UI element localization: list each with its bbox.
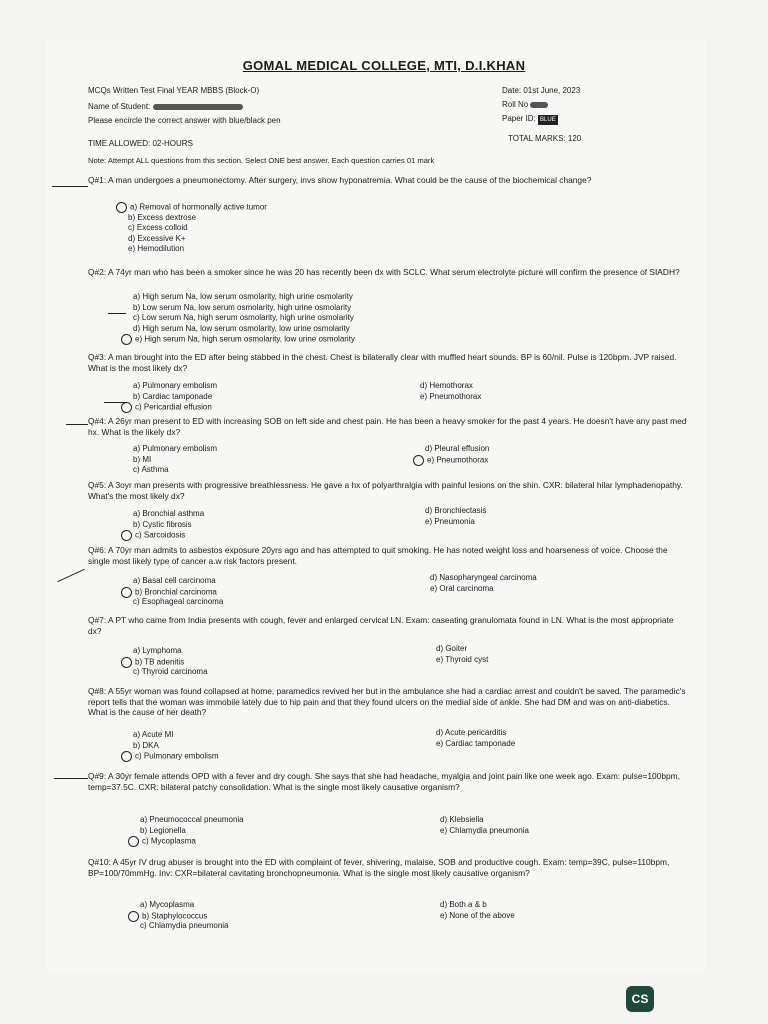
option[interactable]: e) Pneumothorax — [420, 391, 482, 401]
question-8: Q#8: A 55yr woman was found collapsed at home, paramedics revived her but in the ambulance she had a cardiac arrest and couldn't be saved. The paramedic's report tells that the woman was immobile lately due to hip pain and that they found ulcers on the medial side of ankle. She had DM and was on anti-diabetics. What is the cause of her death? — [88, 686, 686, 718]
question-2: Q#2: A 74yr man who has been a smoker since he was 20 has recently been dx with SCLC. What serum electrolyte picture will confirm the presence of SIADH? — [88, 267, 680, 277]
option[interactable]: e) Chlamydia pneumonia — [440, 825, 529, 835]
paper-id-badge: BLUE — [540, 117, 556, 123]
answer-circle — [121, 587, 132, 598]
option[interactable]: e) Hemodilution — [128, 244, 185, 254]
student-name: Name of Student: — [88, 102, 243, 112]
option[interactable]: c) Mycoplasma — [140, 836, 244, 847]
question-5-options-left — [133, 509, 204, 541]
option[interactable]: d) Excessive K+ — [128, 233, 186, 243]
option[interactable]: b) Low serum Na, low serum osmolarity, high urine osmolarity — [133, 302, 352, 312]
ink-arrow — [54, 778, 88, 779]
option[interactable]: d) Goiter — [436, 644, 468, 653]
question-10: Q#10: A 45yr IV drug abuser is brought into the ED with complaint of fever, shivering, malaise, SOB and productive cough. Exam: temp=39C, pulse=110bpm, BP=100/70mmHg. Inv: CXR=bilateral cavitating bronchopneumonia. What is the single most likely causative organism? — [88, 857, 670, 878]
question-10-options-left — [140, 900, 229, 932]
option[interactable]: b) MI — [133, 454, 152, 464]
question-3: Q#3: A man brought into the ED after being stabbed in the chest. Chest is bilaterally clear with muffled heart sounds. BP is 60/nil. Pulse is 120bpm. JVP raised. What is the most likely dx? — [88, 352, 677, 373]
option[interactable]: b) Bronchial carcinoma — [133, 587, 223, 598]
question-5-options-right — [425, 506, 486, 527]
college-title: GOMAL MEDICAL COLLEGE, MTI, D.I.KHAN — [242, 58, 526, 73]
exam-date: Date: 01st June, 2023 — [502, 86, 581, 95]
option[interactable]: d) Both a & b — [440, 900, 487, 909]
answer-circle — [128, 911, 139, 922]
question-6-options-right — [430, 573, 537, 594]
option[interactable]: c) Chlamydia pneumonia — [140, 921, 229, 931]
option[interactable]: a) Removal of hormonally active tumor — [128, 202, 267, 213]
roll-number: Roll No — [502, 100, 548, 110]
ink-arrow — [108, 313, 126, 314]
option[interactable]: a) Basal cell carcinoma — [133, 576, 216, 585]
option[interactable]: e) None of the above — [440, 910, 515, 920]
question-9-options-left — [140, 815, 244, 847]
option[interactable]: d) Bronchiectasis — [425, 506, 487, 515]
option[interactable]: a) Pulmonary embolism — [133, 381, 218, 390]
question-5: Q#5: A 3oyr man presents with progressive breathlessness. He gave a hx of polyarthralgia with painful lesions on the shin. CXR: bilateral hilar lymphadenopathy. What's the most likely dx? — [88, 480, 683, 501]
question-7-options-right — [436, 644, 488, 665]
option[interactable]: d) Acute pericarditis — [436, 728, 507, 737]
question-2-options — [133, 292, 355, 345]
question-6: Q#6: A 70yr man admits to asbestos exposure 20yrs ago and has attempted to quit smoking. He has noted weight loss and hoarseness of voice. Choose the single most likely type of cancer a.w risk factors present. — [88, 545, 668, 566]
answer-circle — [116, 202, 127, 213]
test-title: MCQs Written Test Final YEAR MBBS (Block-O) — [88, 86, 260, 95]
note: Note: Attempt ALL questions from this section. Select ONE best answer. Each question carries 01 mark — [88, 156, 435, 165]
option[interactable]: e) Oral carcinoma — [430, 583, 494, 593]
option[interactable]: c) Pulmonary embolism — [133, 751, 219, 762]
ink-arrow — [104, 402, 126, 403]
question-1: Q#1: A man undergoes a pneumonectomy. After surgery, invs show hyponatremia. What could be the cause of the biochemical change? — [88, 175, 592, 185]
option[interactable]: b) DKA — [133, 740, 159, 750]
camscanner-logo: CS — [626, 986, 654, 1012]
option[interactable]: d) High serum Na, low serum osmolarity, low urine osmolarity — [133, 323, 350, 333]
option[interactable]: a) Lymphoma — [133, 646, 182, 655]
option[interactable]: a) Mycoplasma — [140, 900, 195, 909]
question-4-options-right — [425, 444, 489, 465]
question-3-options-left — [133, 381, 217, 413]
option[interactable]: e) Cardiac tamponade — [436, 738, 516, 748]
question-10-options-right — [440, 900, 515, 921]
question-6-options-left — [133, 576, 223, 608]
answer-circle — [121, 657, 132, 668]
time-allowed: TIME ALLOWED: 02-HOURS — [88, 139, 193, 148]
option[interactable]: a) Pneumococcal pneumonia — [140, 815, 244, 824]
question-8-options-left — [133, 730, 219, 762]
ink-arrow — [52, 186, 88, 187]
question-4-options-left — [133, 444, 217, 476]
option[interactable]: c) Excess colloid — [128, 223, 188, 233]
option[interactable]: e) High serum Na, high serum osmolarity, low urine osmolarity — [133, 334, 355, 345]
question-9: Q#9: A 30yr female attends OPD with a fever and dry cough. She says that she had headache, myalgia and joint pain like one week ago. Exam: pulse=100bpm, temp=37.5C. CXR: bilateral patchy consolidation. What is the single most likely causative organism? — [88, 771, 680, 792]
option[interactable]: c) Esophageal carcinoma — [133, 597, 224, 607]
question-8-options-right — [436, 728, 515, 749]
option[interactable]: b) Legionella — [140, 825, 186, 835]
option[interactable]: e) Pneumothorax — [425, 455, 489, 466]
option[interactable]: e) Thyroid cyst — [436, 654, 489, 664]
question-7: Q#7: A PT who came from India presents with cough, fever and enlarged cervical LN. Exam: caseating granulomata found in LN. What is the most appropriate dx? — [88, 615, 674, 636]
option[interactable]: a) Pulmonary embolism — [133, 444, 218, 453]
option[interactable]: b) TB adenitis — [133, 657, 208, 668]
redacted-roll — [530, 102, 548, 108]
question-3-options-right — [420, 381, 481, 402]
option[interactable]: a) Acute MI — [133, 730, 174, 739]
option[interactable]: b) Excess dextrose — [128, 212, 197, 222]
option[interactable]: c) Sarcoidosis — [133, 530, 204, 541]
redacted-name — [153, 104, 243, 110]
option[interactable]: d) Klebsiella — [440, 815, 484, 824]
ink-arrow — [66, 424, 88, 425]
question-9-options-right — [440, 815, 529, 836]
option[interactable]: e) Pneumonia — [425, 516, 475, 526]
option[interactable]: c) Thyroid carcinoma — [133, 667, 208, 677]
question-1-options — [128, 202, 267, 255]
paper-id: Paper ID: BLUE — [502, 114, 556, 123]
option[interactable]: d) Hemothorax — [420, 381, 473, 390]
instruction: Please encircle the correct answer with blue/black pen — [88, 116, 281, 125]
question-4: Q#4: A 26yr man present to ED with increasing SOB on left side and chest pain. He has been a heavy smoker for the past 4 years. He doesn't have any past med hx. What is the likely dx? — [88, 416, 687, 437]
option[interactable]: a) Bronchial asthma — [133, 509, 205, 518]
option[interactable]: b) Cardiac tamponade — [133, 391, 213, 401]
option[interactable]: b) Cystic fibrosis — [133, 519, 192, 529]
answer-circle — [413, 455, 424, 466]
option[interactable]: d) Pleural effusion — [425, 444, 490, 453]
option[interactable]: b) Staphylococcus — [140, 911, 229, 922]
question-7-options-left — [133, 646, 208, 678]
total-marks: TOTAL MARKS: 120 — [508, 134, 582, 143]
option[interactable]: d) Nasopharyngeal carcinoma — [430, 573, 537, 582]
option[interactable]: c) Pericardial effusion — [133, 402, 217, 413]
option[interactable]: a) High serum Na, low serum osmolarity, high urine osmolarity — [133, 292, 353, 301]
option[interactable]: c) Low serum Na, high serum osmolarity, high urine osmolarity — [133, 313, 354, 323]
option[interactable]: c) Asthma — [133, 465, 169, 475]
